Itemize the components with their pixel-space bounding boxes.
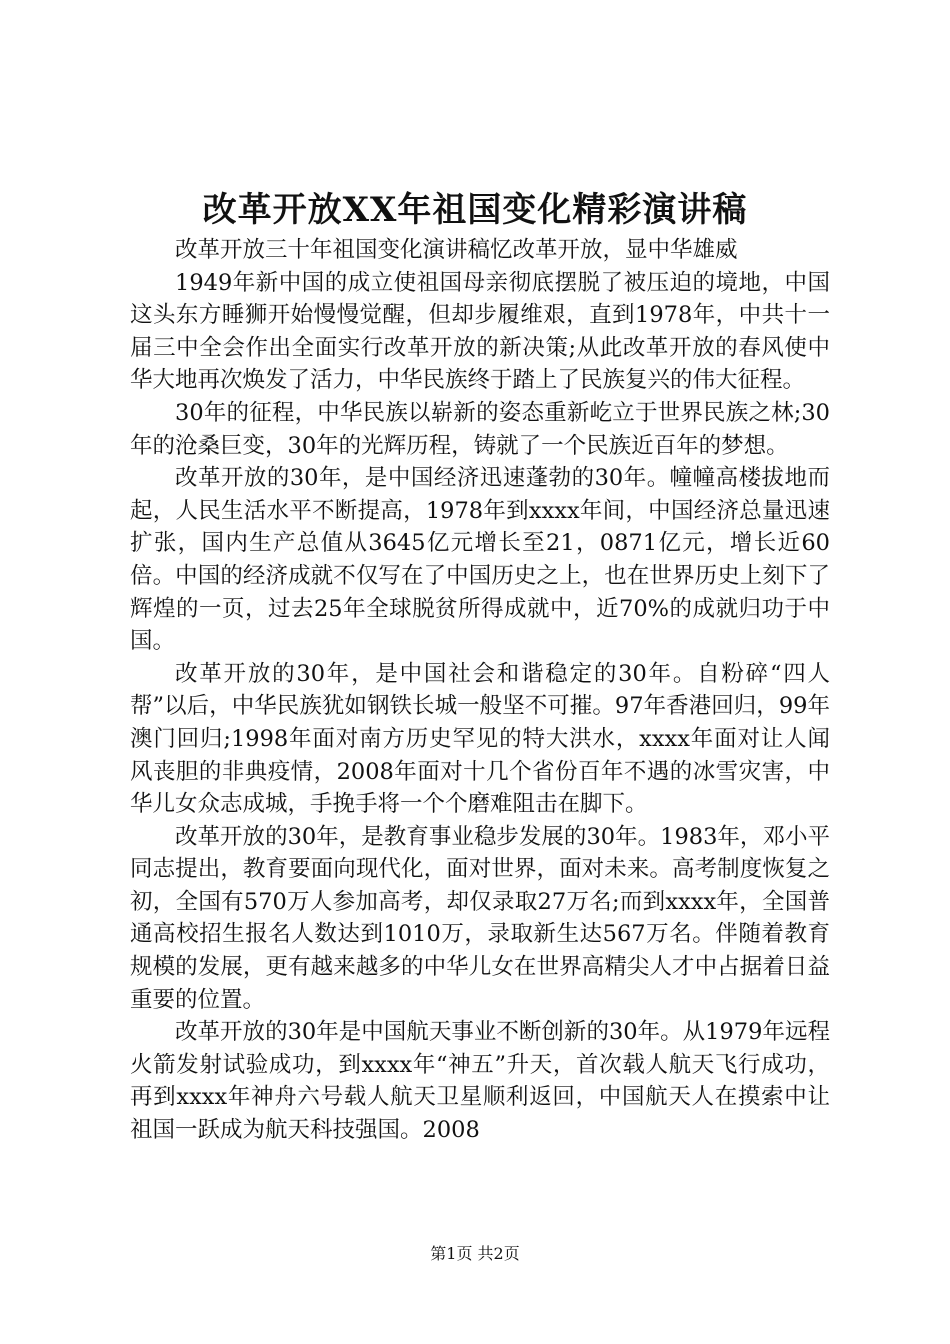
paragraph: 1949年新中国的成立使祖国母亲彻底摆脱了被压迫的境地，中国这头东方睡狮开始慢慢觉醒，但却步履维艰，直到1978年，中共十一届三中全会作出全面实行改革开放的新决策;从此改革开放的春风使中华大地再次焕发了活力，中华民族终于踏上了民族复兴的伟大征程。 [130, 269, 830, 394]
paragraph: 30年的征程，中华民族以崭新的姿态重新屹立于世界民族之林;30年的沧桑巨变，30年的光辉历程，铸就了一个民族近百年的梦想。 [130, 399, 830, 459]
paragraph: 改革开放的30年，是中国经济迅速蓬勃的30年。幢幢高楼拔地而起，人民生活水平不断提高，1978年到xxxx年间，中国经济总量迅速扩张，国内生产总值从3645亿元增长至21，0871亿元，增长近60倍。中国的经济成就不仅写在了中国历史之上，也在世界历史上刻下了辉煌的一页，过去25年全球脱贫所得成就中，近70%的成就归功于中国。 [130, 465, 830, 655]
paragraph: 改革开放的30年是中国航天事业不断创新的30年。从1979年远程火箭发射试验成功，到xxxx年“神五”升天，首次载人航天飞行成功，再到xxxx年神舟六号载人航天卫星顺利返回，中国航天人在摸索中让祖国一跃成为航天科技强国。2008 [130, 1019, 830, 1144]
page-number-footer: 第1页 共2页 [430, 1244, 520, 1263]
paragraph: 改革开放的30年，是教育事业稳步发展的30年。1983年，邓小平同志提出，教育要面向现代化，面对世界，面对未来。高考制度恢复之初，全国有570万人参加高考，却仅录取27万名;而到xxxx年，全国普通高校招生报名人数达到1010万，录取新生达567万名。伴随着教育规模的发展，更有越来越多的中华儿女在世界高精尖人才中占据着日益重要的位置。 [130, 823, 830, 1013]
paragraph: 改革开放的30年，是中国社会和谐稳定的30年。自粉碎“四人帮”以后，中华民族犹如钢铁长城一般坚不可摧。97年香港回归，99年澳门回归;1998年面对南方历史罕见的特大洪水，xxxx年面对让人闻风丧胆的非典疫情，2008年面对十几个省份百年不遇的冰雪灾害，中华儿女众志成城，手挽手将一个个磨难阻击在脚下。 [130, 660, 830, 818]
document-body [130, 234, 830, 1147]
paragraph-subtitle: 改革开放三十年祖国变化演讲稿忆改革开放，显中华雄威 [175, 237, 738, 263]
document-title: 改革开放XX年祖国变化精彩演讲稿 [202, 190, 748, 230]
